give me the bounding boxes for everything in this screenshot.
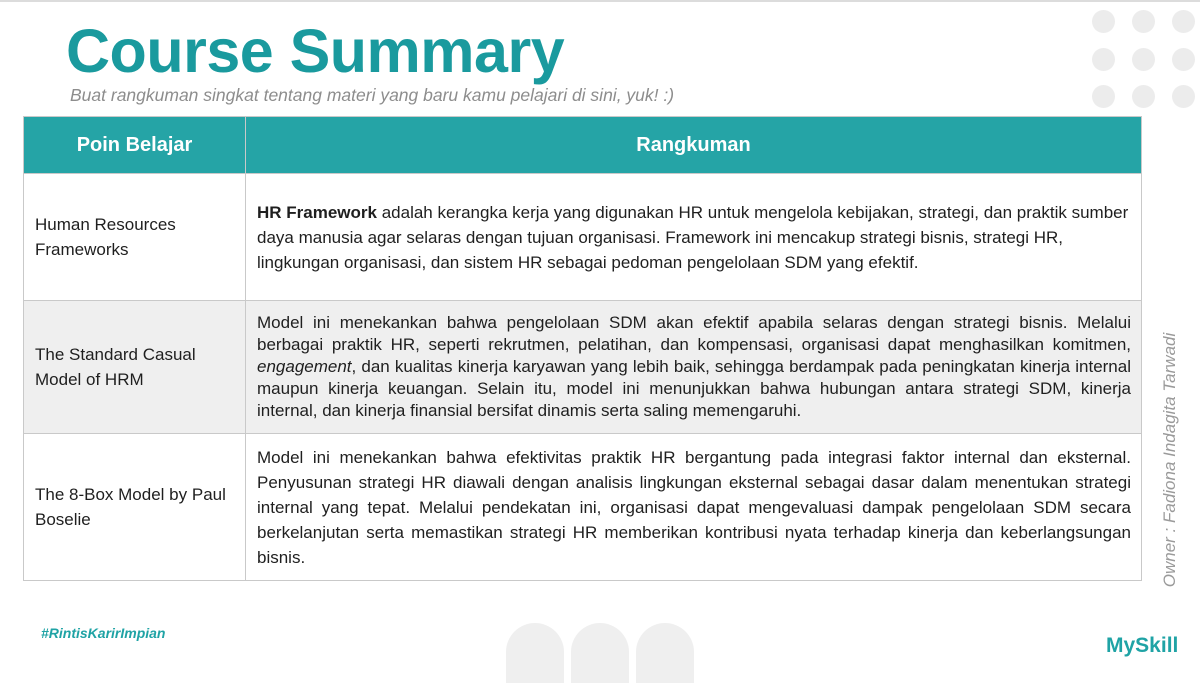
footer-hashtag: #RintisKarirImpian: [41, 625, 166, 641]
table-row: [24, 301, 1142, 434]
rangkuman-cell: [246, 174, 1142, 301]
rangkuman-text: adalah kerangka kerja yang digunakan HR untuk mengelola kebijakan, strategi, dan praktik sumber daya manusia agar selaras dengan tujuan organisasi. Framework ini mencakup strategi bisnis, strategi HR, lingkungan organisasi, dan sistem HR sebagai pedoman pengelolaan SDM yang efektif.: [257, 202, 1129, 272]
poin-cell: The Standard Casual Model of HRM: [24, 301, 246, 434]
rangkuman-text: Model ini menekankan bahwa pengelolaan SDM akan efektif apabila selaras dengan strategi bisnis. Melalui berbagai praktik HR, seperti rekrutmen, pelatihan, dan kompensasi, organisasi dapat menghasilkan komitmen,: [257, 313, 1131, 354]
owner-credit: Owner : Fadiona Indagita Tarwadi: [1160, 332, 1179, 588]
rangkuman-italic-term: engagement: [257, 357, 352, 376]
table-row: [24, 434, 1142, 581]
poin-cell: The 8-Box Model by Paul Boselie: [24, 434, 246, 581]
column-header-rangkuman: Rangkuman: [246, 117, 1142, 174]
top-border: [0, 0, 1200, 2]
poin-cell: Human Resources Frameworks: [24, 174, 246, 301]
table-header-row: [24, 117, 1142, 174]
page-subtitle: Buat rangkuman singkat tentang materi yang baru kamu pelajari di sini, yuk! :): [70, 85, 675, 105]
rangkuman-cell: [246, 301, 1142, 434]
myskill-logo: MySkill: [1106, 634, 1179, 657]
table-row: [24, 174, 1142, 301]
rangkuman-text: , dan kualitas kinerja karyawan yang lebih baik, sehingga berdampak pada peningkatan kinerja internal maupun kinerja keuangan. Selain itu, model ini menunjukkan bahwa hubungan antara strategi SDM, kinerja internal, dan kinerja finansial bersifat dinamis serta saling memengaruhi.: [257, 357, 1131, 420]
rangkuman-lead-term: HR Framework: [257, 202, 377, 222]
rangkuman-cell: Model ini menekankan bahwa efektivitas praktik HR bergantung pada integrasi faktor internal dan eksternal. Penyusunan strategi HR diawali dengan analisis lingkungan eksternal sebagai dasar dalam menentukan strategi internal yang tepat. Melalui pendekatan ini, organisasi dapat mengevaluasi dampak pengelolaan SDM secara berkelanjutan serta memastikan strategi HR memberikan kontribusi nyata terhadap kinerja dan keberlangsungan bisnis.: [246, 434, 1142, 581]
page-title: Course Summary: [66, 17, 565, 85]
summary-table: [23, 116, 1142, 581]
column-header-poin-belajar: Poin Belajar: [24, 117, 246, 174]
